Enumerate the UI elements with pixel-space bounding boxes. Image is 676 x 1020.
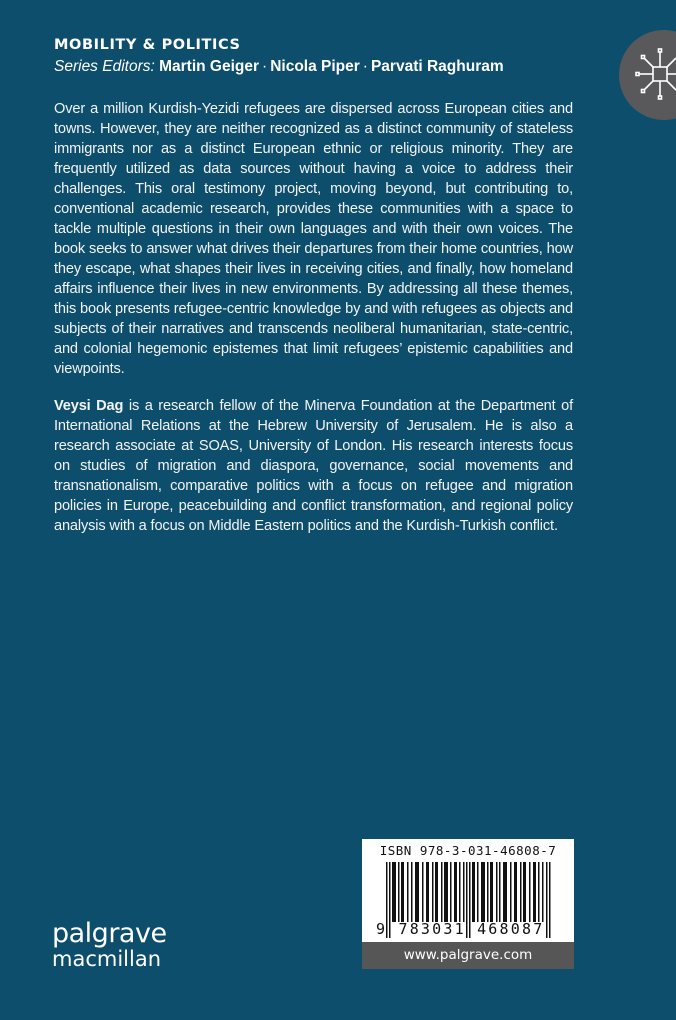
series-logo (619, 30, 676, 120)
series-editors-label: Series Editors: (54, 58, 155, 75)
editor-name: Parvati Raghuram (370, 58, 504, 75)
author-bio-text: is a research fellow of the Minerva Foundation at the Department of International Relations at the Hebrew University of Jerusalem. He is also a research associate at SOAS, University of London. His research interests focus on studies of migration and diaspora, governance, social movements and transnationalism, comparative politics with a focus on refugee and migration policies in Europe, peacebuilding and conflict transformation, and regional policy analysis with a focus on Middle Eastern politics and the Kurdish-Turkish conflict. (54, 398, 573, 534)
separator: · (262, 58, 268, 75)
author-name: Veysi Dag (54, 398, 124, 414)
circuit-square-icon (619, 30, 676, 120)
publisher-url: www.palgrave.com (362, 942, 574, 969)
isbn-digits: 9 783031 468087 (376, 920, 545, 938)
publisher-name-line1: palgrave (52, 918, 167, 949)
series-editors (54, 58, 504, 76)
author-bio (54, 396, 573, 536)
isbn-barcode-box (362, 839, 574, 942)
series-title: MOBILITY & POLITICS (54, 37, 241, 53)
publisher-logo (52, 920, 167, 970)
editor-name: Martin Geiger (159, 58, 260, 75)
isbn-label: ISBN 978-3-031-46808-7 (379, 843, 557, 858)
separator: · (362, 58, 368, 75)
publisher-name-line2: macmillan (52, 947, 162, 971)
book-description: Over a million Kurdish-Yezidi refugees are dispersed across European cities and towns. However, they are neither recognized as a distinct community of stateless immigrants nor as a distinct European ethnic or religious minority. They are frequently utilized as data sources without having a voice to address their challenges. This oral testimony project, moving beyond, but contributing to, conventional academic research, provides these communities with a space to tackle multiple questions in their own languages and with their own voices. The book seeks to answer what drives their departures from their home countries, how they escape, what shapes their lives in receiving cities, and finally, how homeland affairs influence their lives in new environments. By addressing all these themes, this book presents refugee-centric knowledge by and with refugees as objects and subjects of their narratives and transcends neoliberal humanitarian, state-centric, and colonial hegemonic epistemes that limit refugees’ epistemic capabilities and viewpoints. (54, 101, 573, 377)
editor-name: Nicola Piper (270, 58, 360, 75)
